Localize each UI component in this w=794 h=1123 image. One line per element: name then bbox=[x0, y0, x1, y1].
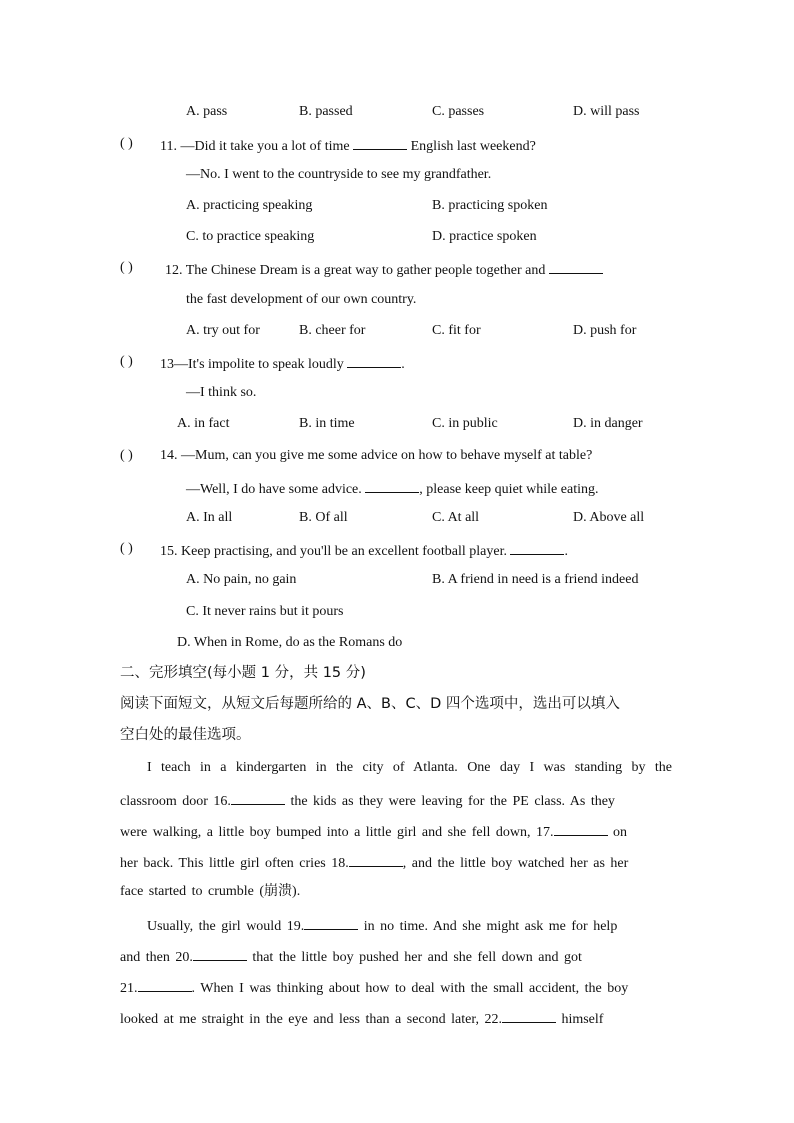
passage-p1-line5 bbox=[120, 883, 300, 901]
q13-option-b: B. in time bbox=[299, 416, 355, 431]
q15-option-d: D. When in Rome, do as the Romans do bbox=[177, 635, 403, 650]
q14-option-d: D. Above all bbox=[573, 510, 645, 525]
q11-reply: —No. I went to the countryside to see my grandfather. bbox=[186, 167, 492, 182]
q15-answer-paren[interactable]: ( ) bbox=[120, 541, 133, 556]
passage-p2-line3 bbox=[120, 977, 672, 998]
blank-18[interactable] bbox=[349, 852, 403, 867]
passage-p2-line4 bbox=[120, 1008, 672, 1029]
passage-p2-line4-a: looked at me straight in the eye and less than a second later, 22. bbox=[120, 1012, 502, 1027]
q11-stem-after: English last weekend? bbox=[407, 139, 536, 154]
q10-option-d: D. will pass bbox=[573, 104, 640, 119]
q12-answer-paren[interactable]: ( ) bbox=[120, 260, 133, 275]
passage-p2-line3-a: 21. bbox=[120, 981, 138, 996]
blank-21[interactable] bbox=[138, 977, 192, 992]
q12-option-a: A. try out for bbox=[186, 323, 260, 338]
blank-20[interactable] bbox=[193, 946, 247, 961]
q12-option-d: D. push for bbox=[573, 323, 637, 338]
passage-p1-line1: I teach in a kindergarten in the city of Atlanta. One day I was standing by the bbox=[147, 760, 672, 775]
passage-p2-line1 bbox=[147, 915, 672, 936]
passage-p2-line2-a: and then 20. bbox=[120, 950, 193, 965]
section2-title: 二、完形填空(每小题 1 分，共 15 分) bbox=[120, 665, 366, 681]
passage-p2-line2-b: that the little boy pushed her and she fell down and got bbox=[246, 950, 582, 965]
q14-reply bbox=[186, 478, 598, 499]
q13-option-d: D. in danger bbox=[573, 416, 643, 431]
q14-option-a: A. In all bbox=[186, 510, 233, 525]
q13-answer-paren[interactable]: ( ) bbox=[120, 354, 133, 369]
q15-stem-before: 15. Keep practising, and you'll be an excellent football player. bbox=[160, 544, 511, 559]
passage-p2-line1-a: Usually, the girl would 19. bbox=[147, 919, 305, 934]
q11-stem-before: 11. —Did it take you a lot of time bbox=[160, 139, 354, 154]
q15-option-c: C. It never rains but it pours bbox=[186, 604, 344, 619]
section2-instruction-line1: 阅读下面短文，从短文后每题所给的 A、B、C、D 四个选项中，选出可以填入 bbox=[120, 696, 620, 712]
blank-16[interactable] bbox=[231, 790, 285, 805]
q11-blank[interactable] bbox=[353, 135, 407, 150]
passage-p1-line3-b: on bbox=[607, 825, 628, 840]
passage-p1-line4-b: , and the little boy watched her as her bbox=[402, 856, 629, 871]
passage-p1-line2-a: classroom door 16. bbox=[120, 794, 231, 809]
q14-stem: 14. —Mum, can you give me some advice on how to behave myself at table? bbox=[160, 448, 593, 463]
q15-blank[interactable] bbox=[510, 540, 564, 555]
q15-option-a: A. No pain, no gain bbox=[186, 572, 297, 587]
passage-p1-line2-b: the kids as they were leaving for the PE class. As they bbox=[284, 794, 615, 809]
q11-option-b: B. practicing spoken bbox=[432, 198, 548, 213]
q14-reply-before: —Well, I do have some advice. bbox=[186, 482, 366, 497]
q13-option-c: C. in public bbox=[432, 416, 498, 431]
passage-p2-line4-b: himself bbox=[555, 1012, 604, 1027]
blank-17[interactable] bbox=[554, 821, 608, 836]
passage-p1-line5-text: face started to crumble (崩溃). bbox=[120, 884, 301, 899]
q10-option-c: C. passes bbox=[432, 104, 485, 119]
q15-stem bbox=[160, 540, 568, 561]
q14-blank[interactable] bbox=[365, 478, 419, 493]
q12-stem-text: 12. The Chinese Dream is a great way to gather people together and bbox=[165, 263, 546, 278]
passage-p1-line3-a: were walking, a little boy bumped into a little girl and she fell down, 17. bbox=[120, 825, 554, 840]
q12-stem-cont: the fast development of our own country. bbox=[186, 292, 417, 307]
q15-option-b: B. A friend in need is a friend indeed bbox=[432, 572, 639, 587]
q11-option-c: C. to practice speaking bbox=[186, 229, 315, 244]
q12-option-b: B. cheer for bbox=[299, 323, 366, 338]
blank-22[interactable] bbox=[502, 1008, 556, 1023]
passage-p1-line3 bbox=[120, 821, 672, 842]
q13-stem-after: . bbox=[401, 357, 405, 372]
passage-p2-line2 bbox=[120, 946, 672, 967]
q14-option-b: B. Of all bbox=[299, 510, 348, 525]
passage-p1-line4-a: her back. This little girl often cries 18. bbox=[120, 856, 349, 871]
q10-option-a: A. pass bbox=[186, 104, 228, 119]
q11-option-a: A. practicing speaking bbox=[186, 198, 313, 213]
q15-stem-after: . bbox=[564, 544, 568, 559]
passage-p1-line4 bbox=[120, 852, 672, 873]
q14-reply-after: , please keep quiet while eating. bbox=[419, 482, 599, 497]
passage-p2-line1-b: in no time. And she might ask me for help bbox=[358, 919, 618, 934]
q13-reply: —I think so. bbox=[186, 385, 257, 400]
q13-blank[interactable] bbox=[347, 353, 401, 368]
q11-stem bbox=[160, 135, 536, 156]
q11-answer-paren[interactable]: ( ) bbox=[120, 136, 133, 151]
q13-stem-before: 13—It's impolite to speak loudly bbox=[160, 357, 348, 372]
q13-option-a: A. in fact bbox=[177, 416, 230, 431]
passage-p2-line3-b: . When I was thinking about how to deal with the small accident, the boy bbox=[191, 981, 629, 996]
section2-instruction-line2: 空白处的最佳选项。 bbox=[120, 727, 251, 743]
passage-p1-line2 bbox=[120, 790, 672, 811]
q11-option-d: D. practice spoken bbox=[432, 229, 537, 244]
blank-19[interactable] bbox=[304, 915, 358, 930]
q12-stem bbox=[165, 259, 603, 280]
q13-stem bbox=[160, 353, 405, 374]
q12-option-c: C. fit for bbox=[432, 323, 481, 338]
q10-option-b: B. passed bbox=[299, 104, 353, 119]
q14-option-c: C. At all bbox=[432, 510, 480, 525]
q14-answer-paren[interactable]: ( ) bbox=[120, 448, 133, 463]
q12-blank[interactable] bbox=[549, 259, 603, 274]
